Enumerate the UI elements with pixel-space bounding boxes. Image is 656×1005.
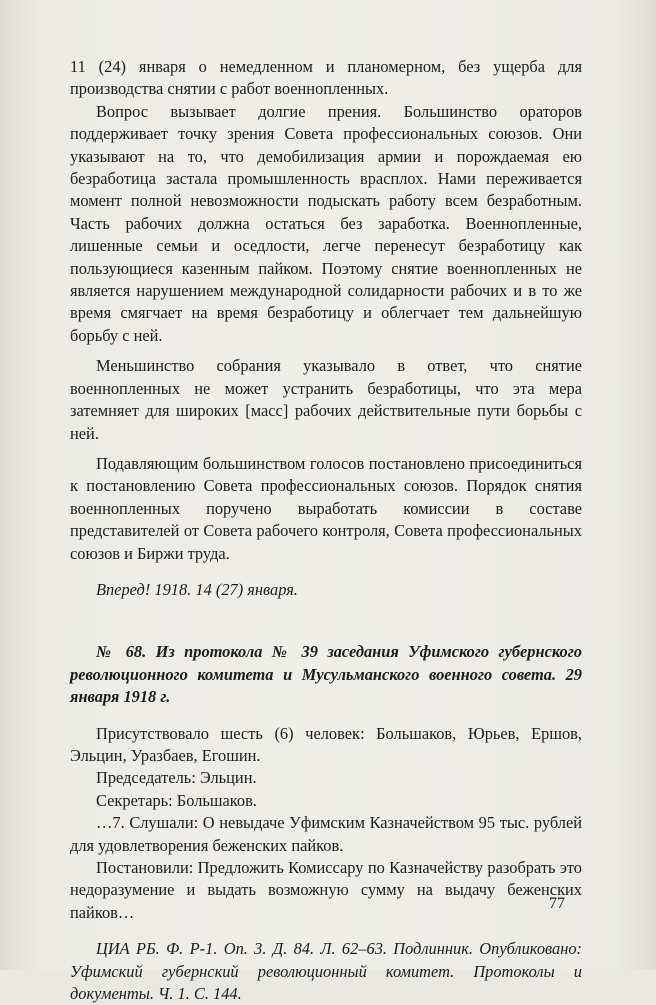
resolved-line: Постановили: Предложить Комиссару по Казначейству разобрать это недоразумение и выдать возможную сумму на выдачу беженских пайков… [70, 858, 582, 922]
page-text [70, 56, 582, 1005]
document-heading: № 68. Из протокола № 39 заседания Уфимского губернского революционного комитета и Мусульманского военного совета. 29 января 1918 г. [70, 642, 582, 707]
page-number: 77 [549, 895, 565, 912]
paragraph-continuation: 11 (24) января о немедленном и планомерном, без ущерба для производства снятии с работ военнопленных. [70, 57, 582, 99]
paragraph-minority: Меньшинство собрания указывало в ответ, что снятие военнопленных не может устранить безработицы, что эта мера затемняет для широких [масс] рабочих действительные пути борьбы с ней. [70, 356, 582, 443]
source-citation-1: Вперед! 1918. 14 (27) января. [96, 579, 298, 599]
source-citation-2: ЦИА РБ. Ф. Р-1. Оп. 3. Д. 84. Л. 62–63. Подлинник. Опубликовано: Уфимский губернский революционный комитет. Протоколы и документы. Ч. 1. С. 144. [70, 939, 582, 1004]
paragraph-debate: Вопрос вызывает долгие прения. Большинство ораторов поддерживает точку зрения Совета профессиональных союзов. Они указывают на то, что демобилизация армии и порождаемая ею безработица застала промышленность врасплох. Нами переживается момент полной невозможности подыскать работу всем безработным. Часть рабочих должна остаться без заработка. Военнопленные, лишенные семьи и оседлости, легче перенесут безработицу как пользующиеся казенным пайком. Поэтому снятие военнопленных не является нарушением международной солидарности рабочих и в то же время смягчает на время безработицу и облегчает тем дальнейшую борьбу с ней. [70, 101, 582, 345]
paragraph-decision: Подавляющим большинством голосов постановлено присоединиться к постановлению Совета профессиональных союзов. Порядок снятия военнопленных поручено выработать комиссии в составе представителей от Совета рабочего контроля, Совета профессиональных союзов и Биржи труда. [70, 453, 582, 563]
secretary-line: Секретарь: Большаков. [96, 790, 257, 810]
heard-line: …7. Слушали: О невыдаче Уфимским Казначейством 95 тыс. рублей для удовлетворения беженских пайков. [70, 813, 582, 855]
attendance-line: Присутствовало шесть (6) человек: Большаков, Юрьев, Ершов, Эльцин, Уразбаев, Егошин. [70, 723, 582, 765]
chairman-line: Председатель: Эльцин. [96, 768, 257, 788]
